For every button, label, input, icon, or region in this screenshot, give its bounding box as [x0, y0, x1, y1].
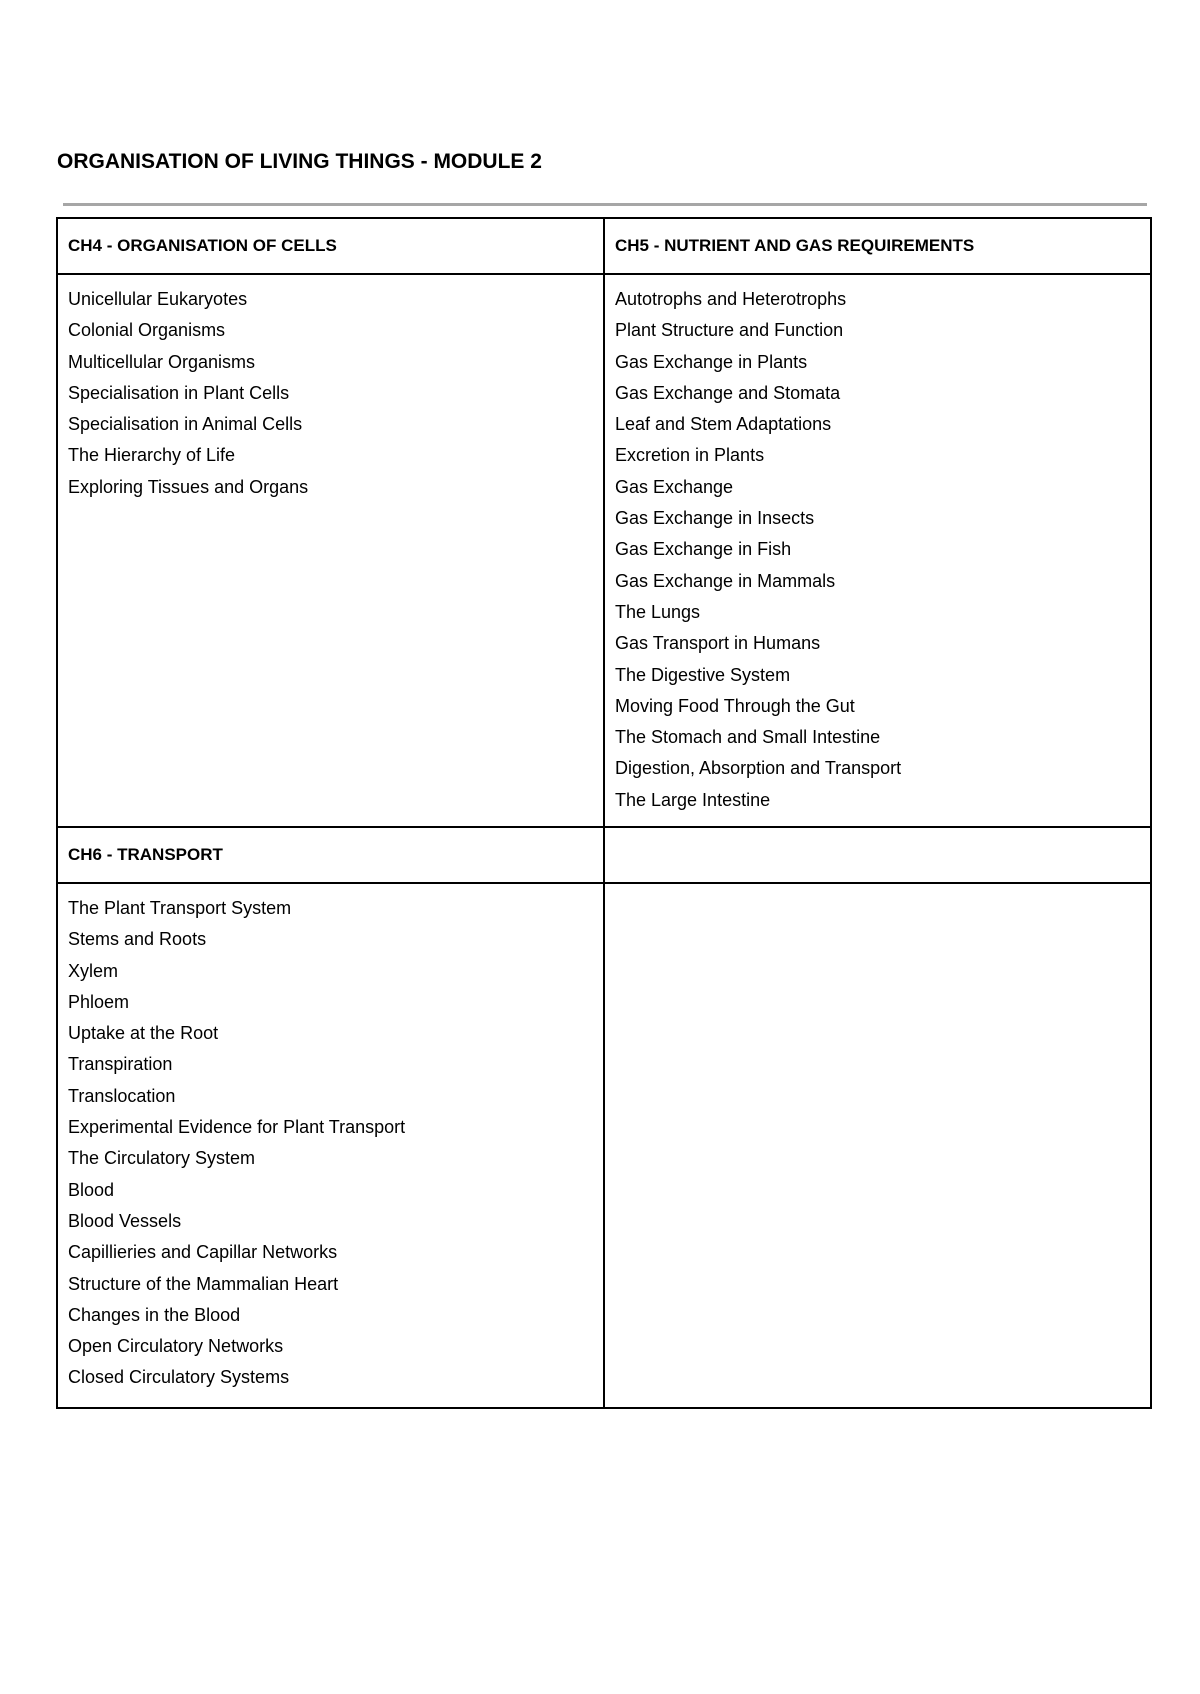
ch4-heading: CH4 - ORGANISATION OF CELLS [57, 218, 604, 274]
ch5-heading: CH5 - NUTRIENT AND GAS REQUIREMENTS [604, 218, 1151, 274]
ch4-topic-item: Colonial Organisms [68, 320, 226, 341]
ch5-topic-item: Plant Structure and Function [615, 320, 844, 341]
ch6-topic-item: Closed Circulatory Systems [68, 1367, 290, 1388]
ch5-topic-item: Excretion in Plants [615, 445, 765, 466]
ch6-topic-item: Xylem [68, 960, 119, 981]
ch6-topics-cell [57, 883, 604, 1408]
ch5-topic-item: Digestion, Absorption and Transport [615, 758, 902, 779]
ch6-topic-item: Capillieries and Capillar Networks [68, 1242, 338, 1263]
ch5-topic-item: The Stomach and Small Intestine [615, 727, 881, 748]
chapter-topics-table [56, 217, 1152, 1409]
ch4-topics-cell [57, 274, 604, 827]
ch6-topic-item: Stems and Roots [68, 929, 207, 950]
empty-topics-cell [604, 883, 1151, 1408]
title-divider [63, 203, 1147, 206]
ch6-topic-item: The Plant Transport System [68, 898, 292, 918]
ch5-topic-list [615, 284, 1140, 816]
table-row-headings-bottom [57, 827, 1151, 883]
ch5-topic-item: Gas Transport in Humans [615, 633, 821, 654]
empty-heading-cell [604, 827, 1151, 883]
ch6-topic-item: Blood [68, 1179, 115, 1200]
ch6-topic-list [68, 893, 593, 1394]
ch6-topic-item: Open Circulatory Networks [68, 1336, 284, 1357]
table-row-topics-bottom [57, 883, 1151, 1408]
page-title: ORGANISATION OF LIVING THINGS - MODULE 2 [57, 150, 542, 173]
ch4-topic-item: Multicellular Organisms [68, 351, 256, 372]
table-row-topics-top [57, 274, 1151, 827]
ch5-topic-item: Autotrophs and Heterotrophs [615, 289, 847, 309]
ch6-topic-item: Transpiration [68, 1054, 173, 1075]
ch6-topic-item: Blood Vessels [68, 1210, 182, 1231]
ch4-topic-item: Unicellular Eukaryotes [68, 289, 248, 309]
ch4-topic-item: Specialisation in Animal Cells [68, 414, 303, 435]
ch5-topic-item: Gas Exchange and Stomata [615, 382, 841, 403]
ch5-topics-cell [604, 274, 1151, 827]
ch5-topic-item: Gas Exchange in Plants [615, 351, 808, 372]
ch6-topic-item: The Circulatory System [68, 1148, 256, 1169]
ch4-topic-list [68, 284, 593, 503]
ch5-topic-item: The Large Intestine [615, 789, 771, 810]
ch5-topic-item: Moving Food Through the Gut [615, 695, 855, 716]
ch5-topic-item: Gas Exchange in Mammals [615, 570, 836, 591]
ch6-topic-item: Translocation [68, 1085, 176, 1106]
ch5-topic-item: Gas Exchange in Insects [615, 508, 815, 529]
ch6-topic-item: Experimental Evidence for Plant Transport [68, 1117, 406, 1138]
ch5-topic-item: The Digestive System [615, 664, 791, 685]
ch5-topic-item: Leaf and Stem Adaptations [615, 414, 832, 435]
ch6-topic-item: Changes in the Blood [68, 1304, 241, 1325]
ch6-heading: CH6 - TRANSPORT [57, 827, 604, 883]
table-row-headings-top [57, 218, 1151, 274]
ch4-topic-item: Exploring Tissues and Organs [68, 476, 309, 497]
ch5-topic-item: The Lungs [615, 601, 701, 622]
ch6-topic-item: Phloem [68, 991, 130, 1012]
ch5-topic-item: Gas Exchange in Fish [615, 539, 792, 560]
ch4-topic-item: Specialisation in Plant Cells [68, 382, 290, 403]
ch4-topic-item: The Hierarchy of Life [68, 445, 236, 466]
ch6-topic-item: Uptake at the Root [68, 1023, 219, 1044]
ch6-topic-item: Structure of the Mammalian Heart [68, 1273, 339, 1294]
ch5-topic-item: Gas Exchange [615, 476, 734, 497]
